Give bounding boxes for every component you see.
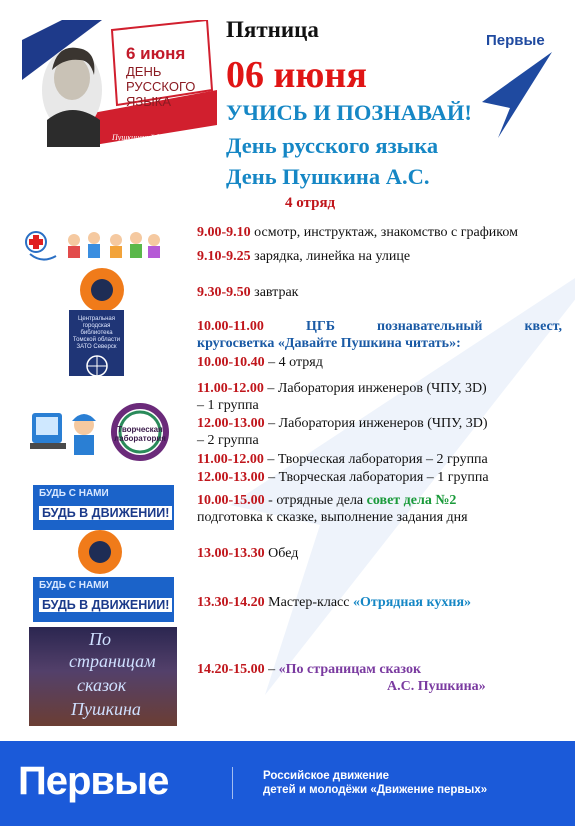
schedule-item [197, 415, 488, 449]
schedule-item [197, 380, 487, 414]
schedule-text: подготовка к сказке, выполнение задания дня [197, 510, 468, 525]
schedule-time: 10.00-11.00 [197, 319, 264, 334]
schedule-time: 12.00-13.00 [197, 470, 265, 485]
brand-arrow-icon [478, 30, 558, 140]
russian-language-day-banner [22, 20, 217, 147]
schedule-text: – Творческая лаборатория – 2 группа [263, 452, 488, 467]
schedule-text: – Лаборатория инженеров (ЧПУ, 3D) [263, 381, 487, 396]
schedule-item [197, 545, 298, 562]
footer-caption [263, 769, 487, 797]
schedule-highlight: кругосветка «Давайте Пушкина читать»: [197, 336, 461, 351]
fairy-word: сказок [77, 675, 127, 695]
badge-line: БУДЬ С НАМИ [39, 580, 109, 591]
day-of-week: Пятница [226, 17, 319, 42]
movement-badge [33, 485, 174, 530]
engineering-lab-icon [30, 403, 102, 459]
banner-line: ДЕНЬ [126, 64, 162, 79]
schedule-highlight: «Отрядная кухня» [352, 595, 472, 610]
schedule-time: 10.00-10.40 [197, 355, 265, 370]
schedule-text: завтрак [250, 285, 299, 300]
library-caption: Центральная городская библиотека Томской области ЗАТО Северск [72, 316, 121, 350]
fairy-tales-image [29, 627, 177, 726]
badge-line: БУДЬ В ДВИЖЕНИИ! [39, 506, 172, 520]
heading-line: День Пушкина А.С. [226, 164, 430, 189]
footer-logo: Первые [18, 759, 169, 803]
schedule-highlight: совет дела №2 [366, 493, 457, 508]
badge-line: БУДЬ В ДВИЖЕНИИ! [39, 598, 172, 612]
schedule-highlight: «По страницам сказок [278, 662, 422, 677]
schedule-item [197, 354, 323, 371]
schedule-item [197, 318, 562, 352]
schedule-text: Обед [264, 546, 299, 561]
schedule-text: – [264, 662, 279, 677]
fairy-word: Пушкина [71, 699, 141, 719]
schedule-item [197, 469, 489, 486]
schedule-time: 9.00-9.10 [197, 225, 251, 240]
schedule-time: 14.20-15.00 [197, 662, 265, 677]
fairy-word: По [89, 629, 111, 649]
plate-icon [78, 530, 122, 574]
banner-caption: Пушкинский день России [112, 133, 198, 142]
medical-kids-icon [22, 226, 162, 264]
heading-line: День русского языка [226, 133, 439, 158]
schedule-time: 11.00-12.00 [197, 452, 264, 467]
schedule-text: Мастер-класс [264, 595, 353, 610]
schedule-item [197, 284, 298, 301]
schedule-text: – Творческая лаборатория – 1 группа [264, 470, 489, 485]
footer-divider [232, 767, 233, 799]
schedule-highlight: А.С. Пушкина» [387, 679, 486, 694]
schedule-time: 13.00-13.30 [197, 546, 265, 561]
banner-date: 6 июня [126, 44, 186, 63]
banner-line: РУССКОГО [126, 79, 196, 94]
footer-banner [0, 741, 575, 826]
schedule-item [197, 661, 486, 695]
schedule-text: – 2 группа [197, 433, 259, 448]
footer-line: детей и молодёжи «Движение первых» [263, 784, 488, 796]
squad-label: 4 отряд [285, 195, 336, 211]
schedule-item [197, 451, 488, 468]
schedule-time: 9.10-9.25 [197, 249, 251, 264]
globe-icon [82, 355, 112, 377]
creative-lab-label: Творческая лаборатория [114, 425, 166, 443]
schedule-time: 9.30-9.50 [197, 285, 251, 300]
schedule-item [197, 594, 471, 611]
schedule-text: - отрядные дела [264, 493, 367, 508]
schedule-time: 12.00-13.00 [197, 416, 265, 431]
schedule-highlight: ЦГБ познавательный квест, [305, 319, 562, 334]
plate-icon [80, 268, 124, 312]
schedule-text: – 4 отряд [264, 355, 323, 370]
schedule-time: 11.00-12.00 [197, 381, 264, 396]
banner-line: ЯЗЫКА [126, 94, 171, 109]
schedule-item [197, 492, 468, 526]
brand-logo-text: Первые [486, 32, 545, 49]
library-logo [69, 310, 124, 376]
schedule-text: осмотр, инструктаж, знакомство с графиком [250, 225, 518, 240]
page-date: 06 июня [226, 54, 367, 96]
schedule-time: 13.30-14.20 [197, 595, 265, 610]
schedule-text: – Лаборатория инженеров (ЧПУ, 3D) [264, 416, 488, 431]
movement-badge [33, 577, 174, 622]
schedule-time: 10.00-15.00 [197, 493, 265, 508]
schedule-text: – 1 группа [197, 398, 259, 413]
schedule-item [197, 224, 518, 241]
brand-logo [478, 30, 558, 140]
badge-line: БУДЬ С НАМИ [39, 488, 109, 499]
schedule-item [197, 248, 410, 265]
creative-lab-logo [103, 403, 177, 461]
fairy-word: страницам [69, 651, 156, 671]
footer-line: Российское движение [263, 770, 390, 782]
schedule-text: зарядка, линейка на улице [250, 249, 411, 264]
heading-line: УЧИСЬ И ПОЗНАВАЙ! [226, 100, 472, 125]
